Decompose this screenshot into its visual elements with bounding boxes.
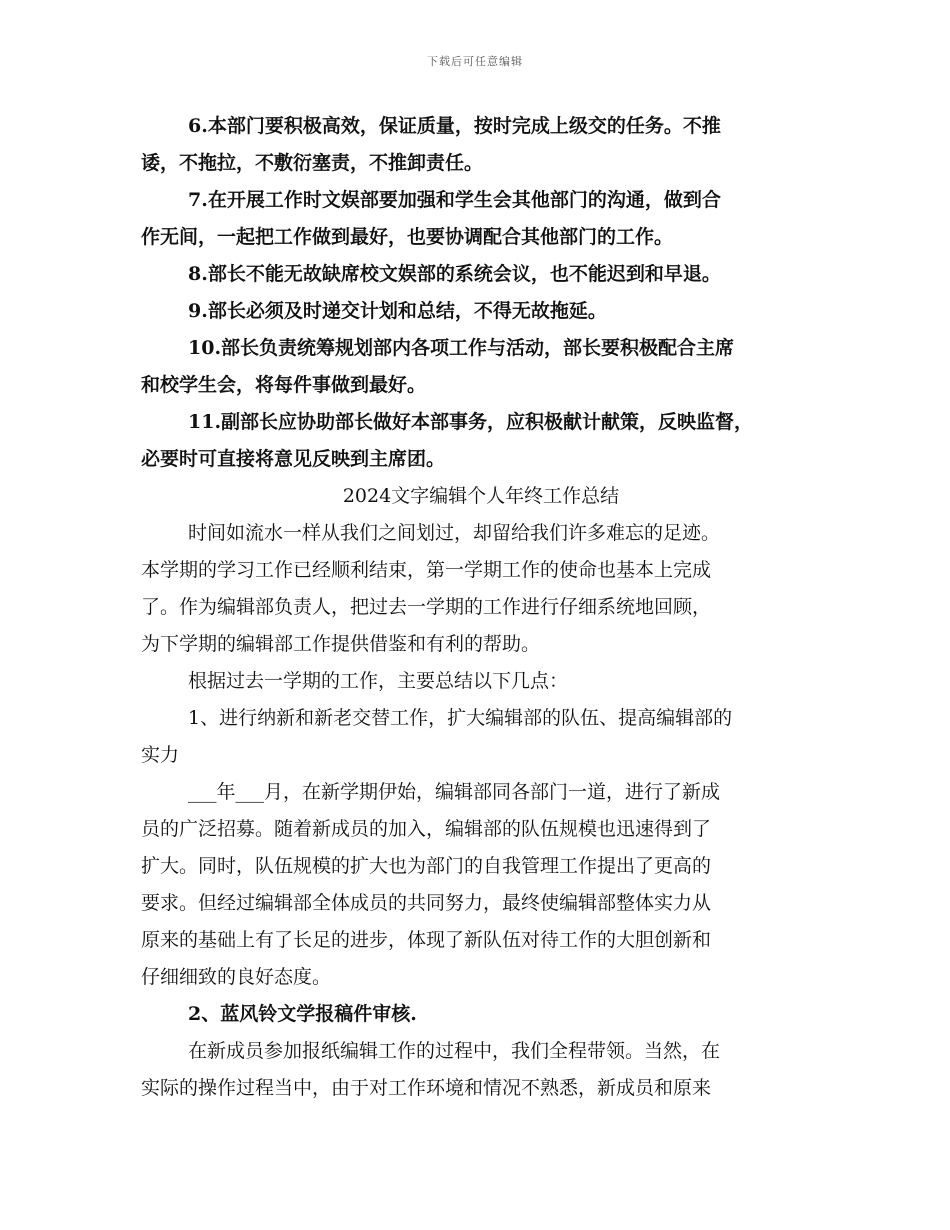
point-1-heading-cont: 实力	[141, 744, 180, 766]
point-2-body-line: 在新成员参加报纸编辑工作的过程中，我们全程带领。当然，在	[188, 1040, 721, 1062]
point-1-body-line: ___年___月，在新学期伊始，编辑部同各部门一道，进行了新成	[188, 781, 721, 803]
rule-10-line-2: 和校学生会，将每件事做到最好。	[141, 374, 427, 396]
point-1-heading: 1、进行纳新和新老交替工作，扩大编辑部的队伍、提高编辑部的	[188, 707, 733, 729]
rule-6-line-2: 诿，不拖拉，不敷衍塞责，不推卸责任。	[141, 152, 484, 174]
rule-7-line-1: 7.在开展工作时文娱部要加强和学生会其他部门的沟通，做到合	[188, 189, 721, 211]
point-1-body-line: 仔细细致的良好态度。	[141, 966, 332, 988]
point-2-heading: 2、蓝风铃文学报稿件审核.	[188, 1003, 417, 1025]
point-2-body-line: 实际的操作过程当中，由于对工作环境和情况不熟悉，新成员和原来	[141, 1077, 712, 1099]
intro-line: 本学期的学习工作已经顺利结束，第一学期工作的使命也基本上完成	[141, 559, 712, 581]
summary-title: 2024文字编辑个人年终工作总结	[342, 485, 620, 507]
intro-line: 为下学期的编辑部工作提供借鉴和有利的帮助。	[141, 633, 541, 655]
point-1-body-line: 员的广泛招募。随着新成员的加入，编辑部的队伍规模也迅速得到了	[141, 818, 712, 840]
rule-11-line-2: 必要时可直接将意见反映到主席团。	[141, 448, 446, 470]
rule-9: 9.部长必须及时递交计划和总结，不得无故拖延。	[188, 300, 607, 322]
rule-7-line-2: 作无间，一起把工作做到最好，也要协调配合其他部门的工作。	[141, 226, 674, 248]
rule-8: 8.部长不能无故缺席校文娱部的系统会议，也不能迟到和早退。	[188, 263, 721, 285]
rule-10-line-1: 10.部长负责统筹规划部内各项工作与活动，部长要积极配合主席	[188, 337, 735, 359]
rule-6-line-1: 6.本部门要积极高效，保证质量，按时完成上级交的任务。不推	[188, 115, 721, 137]
intro-line: 了。作为编辑部负责人，把过去一学期的工作进行仔细系统地回顾，	[141, 596, 712, 618]
point-1-body-line: 扩大。同时，队伍规模的扩大也为部门的自我管理工作提出了更高的	[141, 855, 712, 877]
intro-line: 时间如流水一样从我们之间划过，却留给我们许多难忘的足迹。	[188, 522, 721, 544]
point-1-body-line: 原来的基础上有了长足的进步，体现了新队伍对待工作的大胆创新和	[141, 929, 712, 951]
document-body	[141, 108, 821, 1107]
header-watermark: 下载后可任意编辑	[427, 55, 523, 68]
rule-11-line-1: 11.副部长应协助部长做好本部事务，应积极献计献策，反映监督，	[188, 411, 754, 433]
point-1-body-line: 要求。但经过编辑部全体成员的共同努力，最终使编辑部整体实力从	[141, 892, 712, 914]
summary-lead: 根据过去一学期的工作，主要总结以下几点：	[188, 670, 569, 692]
